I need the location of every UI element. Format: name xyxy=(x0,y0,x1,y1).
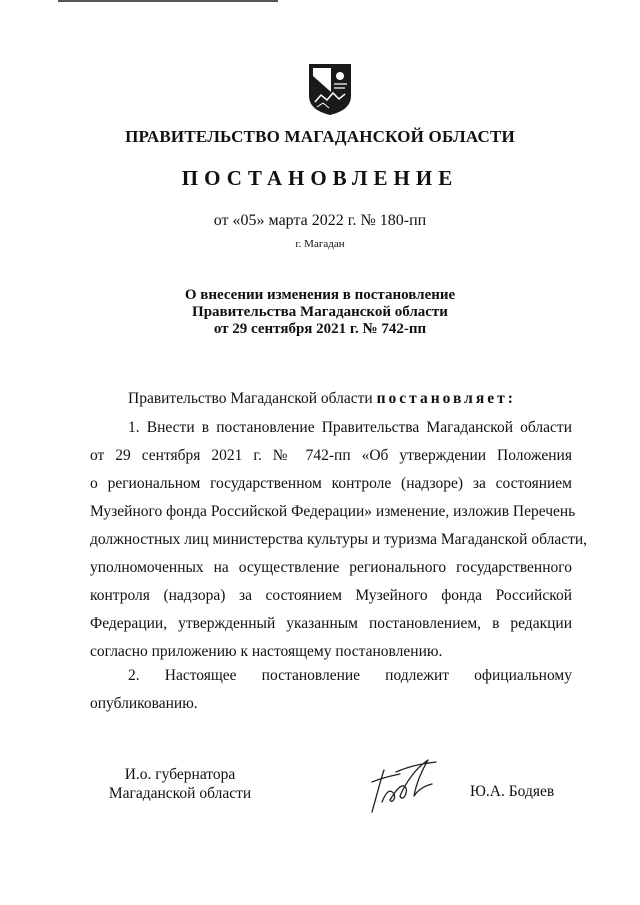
document-date-number: от «05» марта 2022 г. № 180-пп xyxy=(213,212,427,229)
subject-line: от 29 сентября 2021 г. № 742-пп xyxy=(213,321,427,337)
paragraph-line: опубликованию. xyxy=(90,695,198,712)
preamble-text: Правительство Магаданской области xyxy=(128,390,373,407)
document-type-title: ПОСТАНОВЛЕНИЕ xyxy=(181,166,459,190)
signatory-name: Ю.А. Бодяев xyxy=(470,783,555,800)
document-subject xyxy=(0,287,640,338)
signatory-position-line: И.о. губернатора xyxy=(124,766,236,783)
paragraph-line: контроля (надзора) за состоянием Музейного фонда Российской xyxy=(90,587,572,604)
subject-line: О внесении изменения в постановление xyxy=(184,287,456,303)
paragraph-line: 2. Настоящее постановление подлежит официальному xyxy=(128,667,572,684)
signatory-position xyxy=(95,765,265,803)
paragraph-line: Музейного фонда Российской Федерации» изменение, изложив Перечень xyxy=(90,503,576,520)
subject-line: Правительства Магаданской области xyxy=(192,304,448,320)
preamble-colon: : xyxy=(507,390,513,407)
paragraph-line: уполномоченных на осуществление регионального государственного xyxy=(90,559,572,576)
signatory-position-line: Магаданской области xyxy=(108,785,252,802)
document-city: г. Магадан xyxy=(295,238,345,250)
paragraph-line: должностных лиц министерства культуры и туризма Магаданской области, xyxy=(90,531,588,548)
scan-edge-mark xyxy=(58,0,278,2)
preamble-verb: постановляет xyxy=(376,390,508,407)
magadan-coat-of-arms-icon xyxy=(307,62,353,116)
paragraph-line: от 29 сентября 2021 г. № 742-пп «Об утверждении Положения xyxy=(90,447,572,464)
paragraph-line: 1. Внести в постановление Правительства Магаданской области xyxy=(128,419,572,436)
government-name: ПРАВИТЕЛЬСТВО МАГАДАНСКОЙ ОБЛАСТИ xyxy=(125,127,515,146)
preamble xyxy=(128,390,572,408)
paragraph-line: согласно приложению к настоящему постановлению. xyxy=(90,643,443,660)
paragraph-line: Федерации, утвержденный указанным постановлением, в редакции xyxy=(90,615,572,632)
paragraph-line: о региональном государственном контроле (надзоре) за состоянием xyxy=(90,475,572,492)
handwritten-signature-icon xyxy=(366,752,442,818)
